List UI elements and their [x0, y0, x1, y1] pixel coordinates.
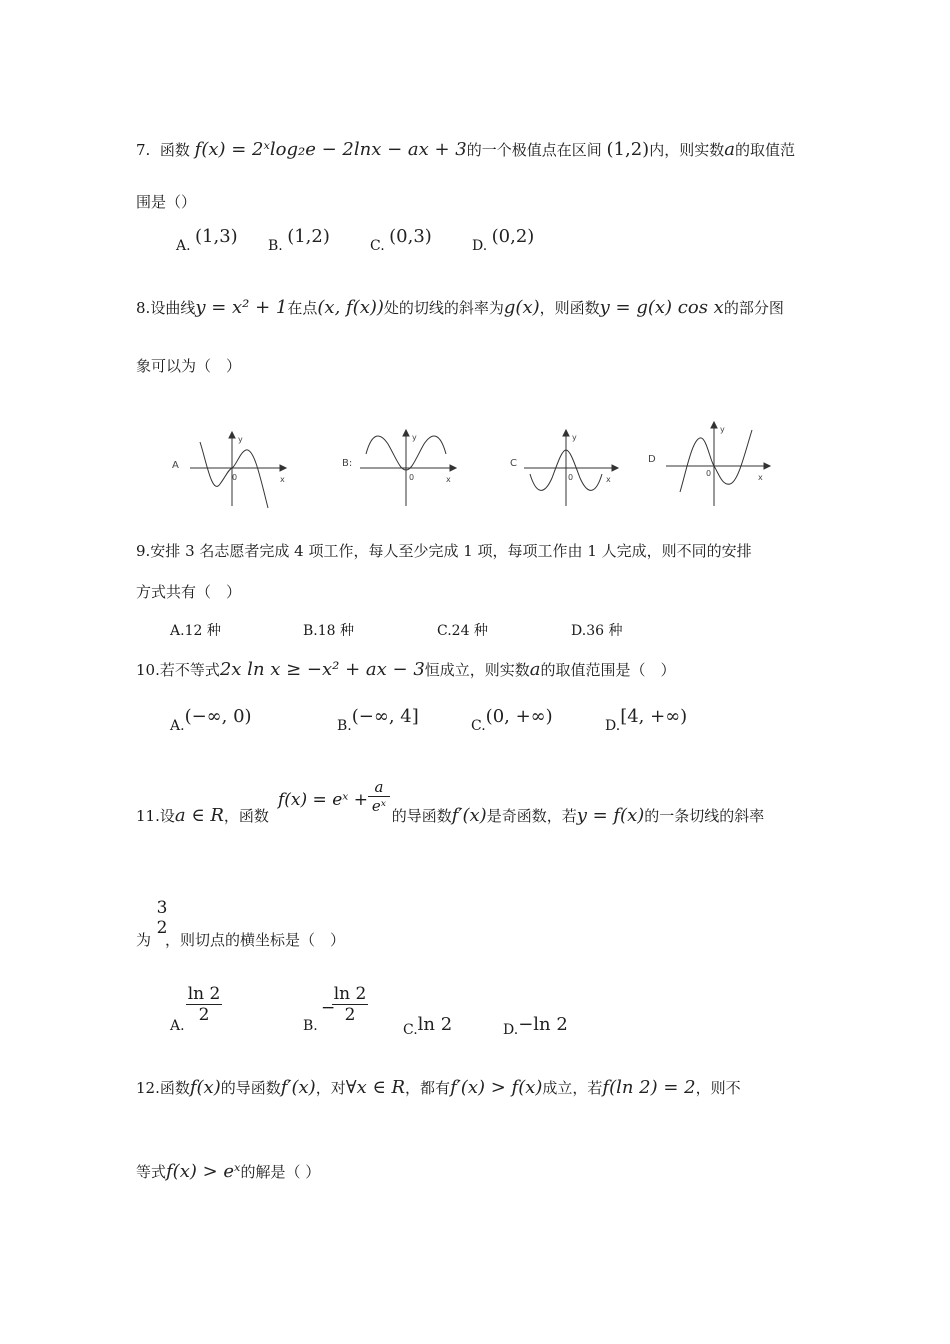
q7-function-expression: f(x) = 2ˣlog₂e − 2lnx − ax + 3	[194, 139, 467, 160]
q8-stem-line1: 8.设曲线y = x² + 1在点(x, f(x))处的切线的斜率为g(x)，则函数y = g(x) cos x的部分图	[136, 297, 784, 318]
q8-graph-d-label: D	[648, 454, 656, 465]
q11-slope-fraction: 3 2	[156, 898, 168, 938]
q7-option-a: A. (1,3)	[176, 226, 238, 254]
q9-stem-line1: 9.安排 3 名志愿者完成 4 项工作，每人至少完成 1 项，每项工作由 1 人完成，则不同的安排	[136, 542, 752, 560]
q8-graph-b	[342, 430, 456, 506]
q11-option-a-value: $\frac{\ln 2}{2}$	[187, 984, 221, 1025]
q11-function-fraction: $\frac{a}{\text{eˣ}}$	[368, 778, 390, 815]
q9-stem-line2: 方式共有（ ）	[136, 583, 242, 601]
q11-option-a-label: A.	[170, 1018, 185, 1034]
svg-text:0: 0	[409, 473, 415, 482]
q8-graph-c	[510, 430, 618, 506]
q11-stem-line2: 为 ，则切点的横坐标是（ ）	[136, 931, 346, 949]
q8-function: y = g(x) cos x	[599, 297, 724, 318]
q11-stem-line1: 11.设a ∈ R，函数 的导函数f′(x)是奇函数，若y = f(x)的一条切线的斜率	[136, 805, 765, 826]
q11-option-c: C.ln 2	[403, 1014, 453, 1038]
svg-text:y: y	[238, 435, 243, 444]
q12-stem-line1: 12.函数f(x)的导函数f′(x)，对∀x ∈ R，都有f′(x) > f(x)成立，若f(ln 2) = 2，则不	[136, 1077, 741, 1098]
svg-text:x: x	[606, 475, 611, 484]
svg-text:y: y	[412, 433, 417, 442]
q11-option-d: D.−ln 2	[503, 1014, 568, 1038]
q8-graph-d	[648, 422, 770, 506]
q9-option-c: C.24 种	[437, 623, 488, 639]
svg-text:x: x	[280, 475, 285, 484]
q8-stem-line2: 象可以为（ ）	[136, 357, 242, 375]
q12-stem-line2: 等式f(x) > eˣ的解是（ ）	[136, 1161, 321, 1182]
q9-option-a: A.12 种	[170, 623, 221, 639]
q7-stem-line2: 围是（）	[136, 193, 197, 211]
svg-text:x: x	[758, 473, 763, 482]
q11-option-b-value: $\frac{\ln 2}{2}$	[333, 984, 367, 1025]
q8-number: 8.	[136, 299, 151, 317]
q10-option-d: D.[4, +∞)	[605, 706, 688, 734]
q11-function-lhs: f(x) = eˣ +	[278, 790, 368, 810]
svg-text:x: x	[446, 475, 451, 484]
q10-option-b: B.(−∞, 4]	[337, 706, 419, 734]
q10-option-c: C.(0, +∞)	[471, 706, 553, 734]
q7-option-b: B. (1,2)	[268, 226, 330, 254]
q9-option-b: B.18 种	[303, 623, 355, 639]
svg-text:0: 0	[706, 469, 712, 478]
q11-option-b-label: B.	[303, 1018, 318, 1034]
svg-text:0: 0	[568, 473, 574, 482]
q10-option-a: A.(−∞, 0)	[170, 706, 252, 734]
q8-graph-options	[0, 420, 950, 510]
q8-graph-c-label: C	[510, 458, 517, 469]
svg-text:y: y	[720, 425, 725, 434]
q7-stem-line1: 7. 函数 f(x) = 2ˣlog₂e − 2lnx − ax + 3的一个极值点在区间 (1,2)内，则实数a的取值范	[136, 139, 795, 160]
q7-number: 7.	[136, 141, 151, 159]
svg-text:y: y	[572, 433, 577, 442]
q8-graph-a-label: A	[172, 460, 179, 471]
q11-option-b-sign: −	[321, 998, 336, 1018]
svg-text:0: 0	[232, 473, 238, 482]
q7-interval: (1,2)	[606, 139, 650, 160]
q10-inequality: 2x ln x ≥ −x² + ax − 3	[219, 659, 425, 680]
q9-option-d: D.36 种	[571, 623, 623, 639]
q7-option-c: C. (0,3)	[370, 226, 432, 254]
q7-option-d: D. (0,2)	[472, 226, 535, 254]
q10-stem: 10.若不等式2x ln x ≥ −x² + ax − 3恒成立，则实数a的取值范围是（ ）	[136, 659, 676, 680]
q8-graph-b-label: B:	[342, 458, 353, 469]
q8-curve: y = x² + 1	[195, 297, 288, 318]
q8-graph-a	[172, 432, 286, 508]
